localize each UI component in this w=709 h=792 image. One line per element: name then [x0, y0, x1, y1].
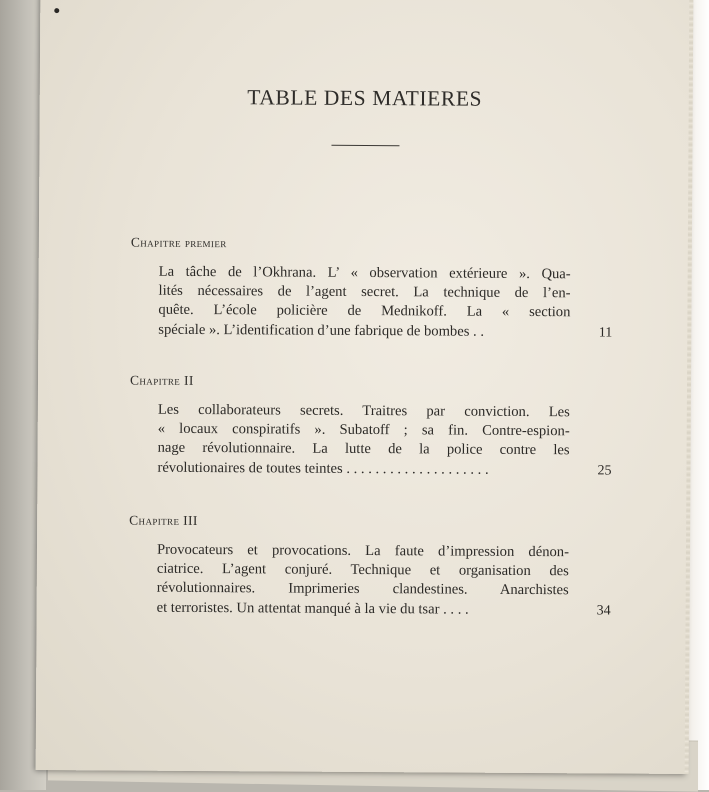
- summary-line: Les collaborateurs secrets. Traitres par conviction. Les: [157, 401, 570, 421]
- chapter-heading: Chapitre premier: [130, 234, 227, 251]
- summary-line: ciatrice. L’agent conjuré. Technique et organisation des: [156, 560, 569, 580]
- summary-line: « locaux conspiratifs ». Subatoff ; sa fin. Contre-espion-: [157, 420, 570, 440]
- chapter-entry-3: [129, 512, 611, 621]
- chapter-summary: [157, 401, 612, 480]
- title-rule: [331, 145, 399, 146]
- summary-line: quête. L’école policière de Mednikoff. La « section: [158, 302, 571, 321]
- book-page: [36, 0, 691, 774]
- page-number: 34: [596, 603, 611, 619]
- page-title: TABLE DES MATIERES: [247, 85, 483, 111]
- summary-line: lités nécessaires de l’agent secret. La technique de l’en-: [158, 282, 571, 302]
- chapter-summary: [158, 263, 613, 342]
- summary-line: révolutionaires de toutes teintes . . . . . . . . . . . . . . . . . . . .: [157, 459, 489, 478]
- chapter-entry-1: [130, 234, 613, 343]
- page-number: 11: [598, 325, 613, 341]
- summary-line: révolutionnaires. Imprimeries clandestines. Anarchistes: [156, 580, 569, 599]
- summary-line: nage révolutionnaire. La lutte de la police contre les: [157, 440, 570, 459]
- chapter-entry-2: [129, 372, 612, 481]
- chapter-heading: Chapitre II: [129, 372, 194, 388]
- summary-line: Provocateurs et provocations. La faute d’impression dénon-: [156, 541, 570, 561]
- chapter-summary: [156, 541, 611, 620]
- summary-line: spéciale ». L’identification d’une fabrique de bombes . .: [158, 321, 485, 340]
- page-number: 25: [597, 463, 612, 479]
- summary-line: et terroristes. Un attentat manqué à la vie du tsar . . . .: [156, 599, 469, 618]
- summary-line: La tâche de l’Okhrana. L’ « observation extérieure ». Qua-: [158, 263, 571, 283]
- ink-spot: [54, 8, 59, 13]
- chapter-heading: Chapitre III: [129, 512, 198, 528]
